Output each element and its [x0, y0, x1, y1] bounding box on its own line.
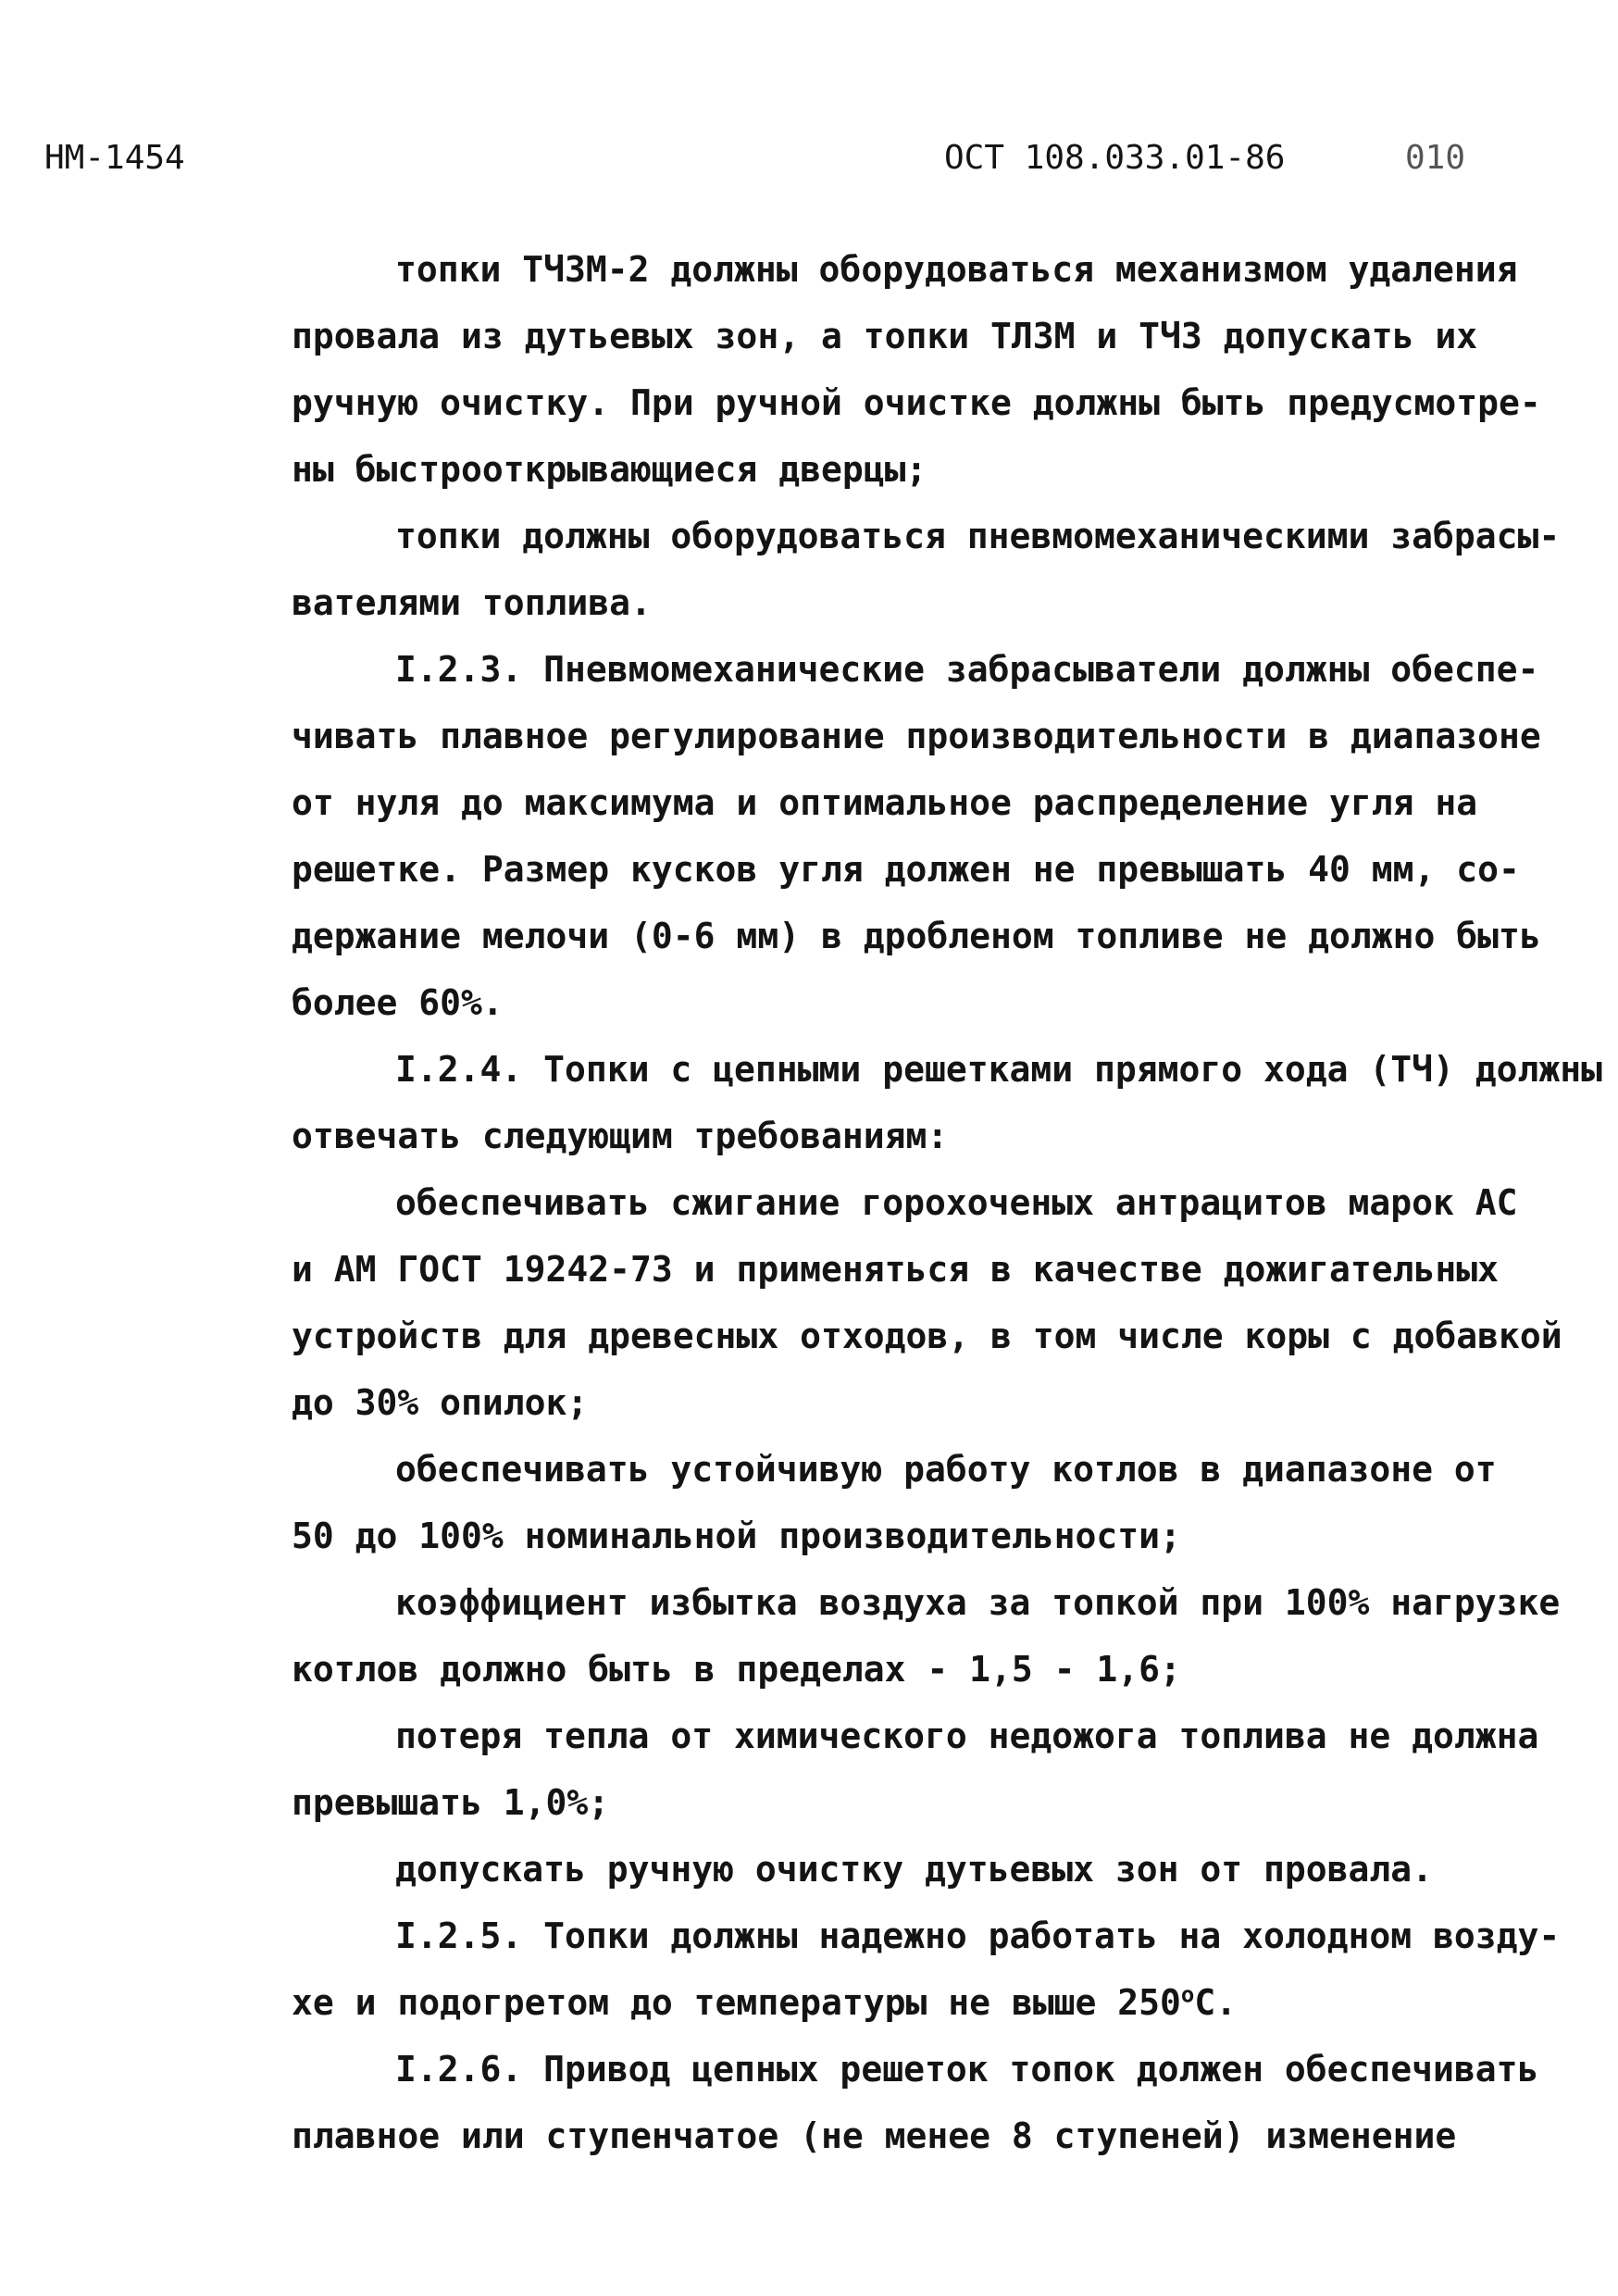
text-line: котлов должно быть в пределах - 1,5 - 1,6; [292, 1649, 1181, 1690]
text-line-part: хе и подогретом до температуры не выше 250 [292, 1982, 1181, 2023]
degree-symbol: o [1180, 1981, 1195, 2008]
degree-unit: C. [1194, 1982, 1238, 2023]
text-line-with-degree [292, 1969, 1578, 2036]
text-line: обеспечивать устойчивую работу котлов в диапазоне от [395, 1449, 1497, 1490]
text-line: топки должны оборудоваться пневмомеханическими забрасы- [395, 516, 1561, 556]
text-line: допускать ручную очистку дутьевых зон от провала. [395, 1849, 1434, 1890]
text-line: коэффициент избытка воздуха за топкой при 100% нагрузке [395, 1582, 1561, 1623]
text-line: до 30% опилок; [292, 1382, 589, 1423]
text-line: провала из дутьевых зон, а топки ТЛЗМ и ТЧЗ допускать их [292, 316, 1478, 356]
text-line: вателями топлива. [292, 582, 652, 623]
text-line: от нуля до максимума и оптимальное распределение угля на [292, 782, 1478, 823]
text-line: 50 до 100% номинальной производительности; [292, 1516, 1181, 1556]
text-line: более 60%. [292, 982, 504, 1023]
text-line: обеспечивать сжигание горохоченых антрацитов марок АС [395, 1182, 1518, 1223]
text-line: и АМ ГОСТ 19242-73 и применяться в качестве дожигательных [292, 1249, 1500, 1290]
text-line: ручную очистку. При ручной очистке должны быть предусмотре- [292, 382, 1541, 423]
standard-number: ОСТ 108.033.01-86 [944, 139, 1286, 177]
text-line: I.2.6. Привод цепных решеток топок должен обеспечивать [395, 2049, 1539, 2090]
text-line: потеря тепла от химического недожога топлива не должна [395, 1716, 1539, 1756]
text-line: превышать 1,0%; [292, 1782, 610, 1823]
text-line: I.2.4. Топки с цепными решетками прямого хода (ТЧ) должны [395, 1049, 1603, 1090]
text-line: держание мелочи (0-6 мм) в дробленом топливе не должно быть [292, 916, 1541, 956]
body-text [292, 236, 1603, 2169]
text-line: отвечать следующим требованиям: [292, 1116, 949, 1156]
text-line: ны быстрооткрывающиеся дверцы; [292, 449, 927, 490]
text-line: I.2.3. Пневмомеханические забрасыватели должны обеспе- [395, 649, 1539, 690]
document-code: НМ-1454 [44, 139, 185, 177]
text-line: чивать плавное регулирование производительности в диапазоне [292, 716, 1541, 756]
text-line: плавное или ступенчатое (не менее 8 ступеней) изменение [292, 2115, 1457, 2156]
text-line: I.2.5. Топки должны надежно работать на холодном возду- [395, 1915, 1561, 1956]
page-number: 010 [1405, 139, 1466, 177]
text-line: топки ТЧЗМ-2 должны оборудоваться механизмом удаления [395, 249, 1518, 290]
text-line: устройств для древесных отходов, в том числе коры с добавкой [292, 1316, 1562, 1356]
text-line: решетке. Размер кусков угля должен не превышать 40 мм, со- [292, 849, 1520, 890]
